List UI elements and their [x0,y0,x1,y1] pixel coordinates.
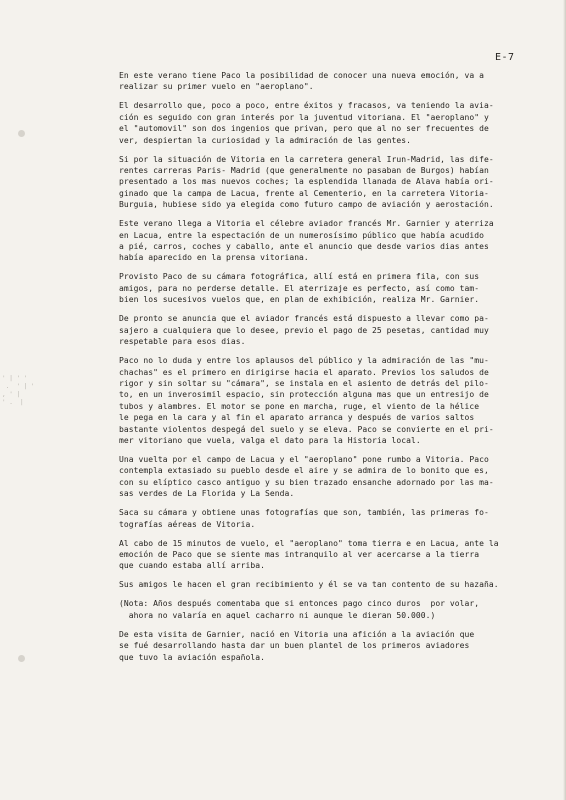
paragraph: Provisto Paco de su cámara fotográfica, allí está en primera fila, con sus amigos, para no perderse detalle. El aterrizaje es perfecto, así como tam- bien los sucesivos vuelos que, en plan de exhibición, realiza Mr. Garnier. [119,272,480,305]
punch-hole [18,130,25,137]
paragraph: De pronto se anuncia que el aviador francés está dispuesto a llevar como pa- sajero a cualquiera que lo desee, previo el pago de 25 pesetas, cantidad muy respetable para esos dias. [119,314,489,347]
body-text [119,70,531,671]
paragraph: Paco no lo duda y entre los aplausos del público y la admiración de las "mu- chachas" es el primero en dirigirse hacia el aparato. Previos los saludos de rigor y sin soltar su "cámara", se instala en el asiento de detrás del pilo- to, en un inverosimil espacio, sin protección alguna mas que un entresijo de tubos y alambres. El motor se pone en marcha, ruge, el viento de la hélice le pega en la cara y al fin el aparato arranca y después de varios saltos bastante violentos despegá del suelo y se eleva. Paco se convierte en el pri- mer vitoriano que vuela, valga el dato para la Historia local. [119,356,494,445]
bleed-through-marks: ' | ' ' . ' | ' , ' | ' . | [2,375,35,406]
paragraph: Saca su cámara y obtiene unas fotografías que son, también, las primeras fo- tografías aéreas de Vitoria. [119,508,489,529]
paragraph: Al cabo de 15 minutos de vuelo, el "aeroplano" toma tierra e en Lacua, ante la emoción de Paco que se siente mas intranquilo al ver acercarse a la tierra que cuando estaba allí arriba. [119,538,499,571]
page-number: E-7 [495,52,515,63]
punch-hole [18,655,25,662]
paragraph: Este verano llega a Vitoria el célebre aviador francés Mr. Garnier y aterriza en Lacua, entre la espectación de un numerosísimo público que había acudido a pié, carros, coches y caballo, ante el anuncio que desde varios dias antes había aparecido en la prensa vitoriana. [119,219,494,263]
paragraph: Sus amigos le hacen el gran recibimiento y él se va tan contento de su hazaña. [119,580,499,590]
paragraph: De esta visita de Garnier, nació en Vitoria una afición a la aviación que se fué desarrollando hasta dar un buen plantel de los primeros aviadores que tuvo la aviación española. [119,629,475,662]
note-paragraph: (Nota: Años después comentaba que si entonces pago cinco duros por volar, ahora no valaría en aquel cacharro ni aunque le dieran 50.000.) [119,599,480,620]
paragraph: Una vuelta por el campo de Lacua y el "aeroplano" pone rumbo a Vitoria. Paco contempla extasiado su pueblo desde el aire y se admira de lo bonito que es, con su elíptico casco antiguo y su bien trazado ensanche adornado por las ma- sas verdes de La Florida y La Senda. [119,454,494,499]
paragraph: En este verano tiene Paco la posibilidad de conocer una nueva emoción, va a realizar su primer vuelo en "aeroplano". [119,71,484,92]
paragraph: Si por la situación de Vitoria en la carretera general Irun-Madrid, las dife- rentes carreras Paris- Madrid (que generalmente no pasaban de Burgos) habían presentado a los mas nuevos coches; la esplendida llanada de Alava había ori- ginado que la campa de Lacua, frente al Cementerio, en la carretera Vitoria- Burguia, hubiese sido ya elegida como futuro campo de aviación y aerostación. [119,154,494,210]
paragraph: El desarrollo que, poco a poco, entre éxitos y fracasos, va teniendo la avia- ción es seguido con gran interés por la juventud vitoriana. El "aeroplano" y el "automovil" son dos ingenios que privan, pero que al no ser frecuentes de ver, despiertan la curiosidad y la admiración de las gentes. [119,101,494,145]
